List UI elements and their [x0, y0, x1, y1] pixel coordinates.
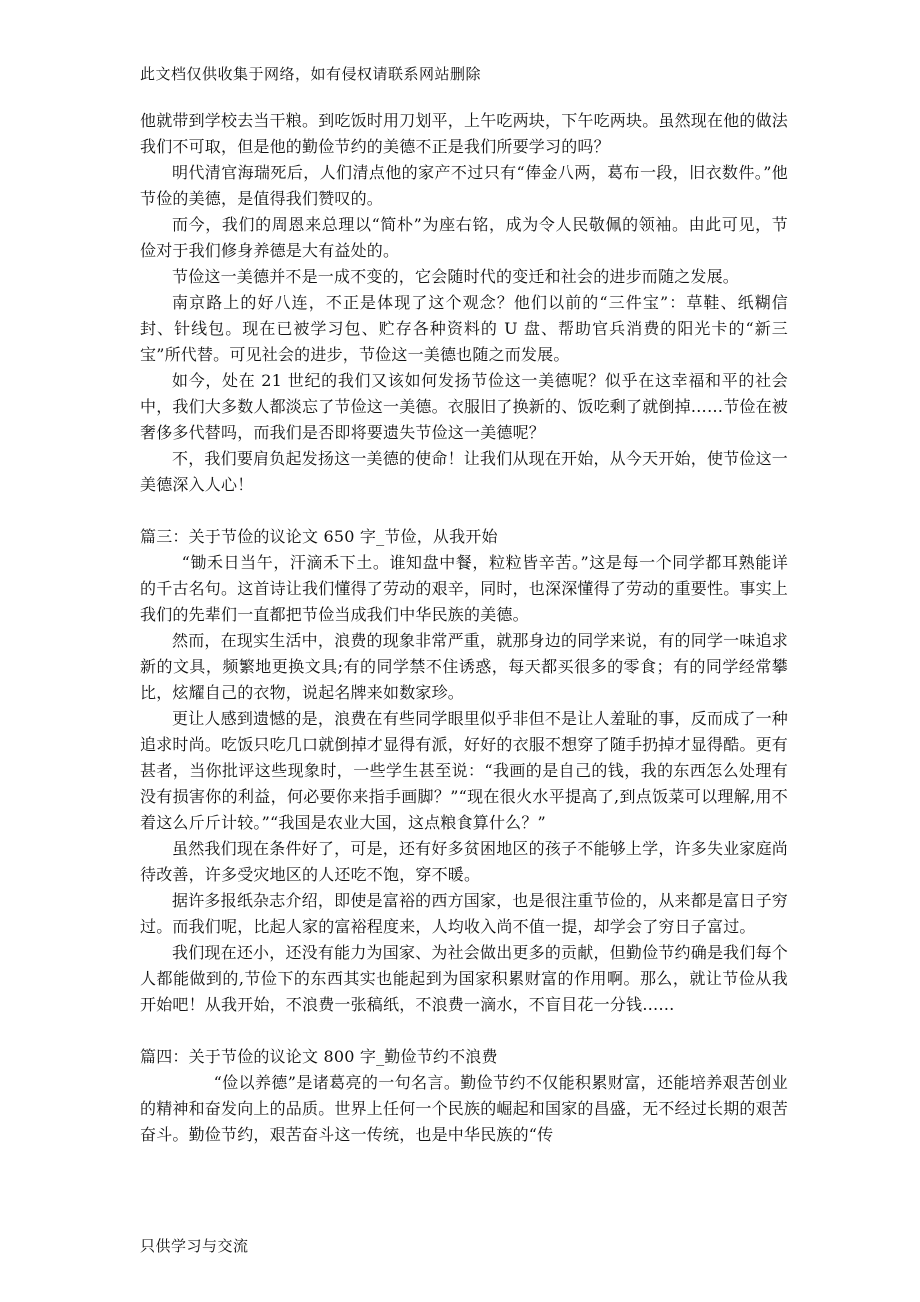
paragraph: 如今，处在 21 世纪的我们又该如何发扬节俭这一美德呢？似乎在这幸福和平的社会中，我们大多数人都淡忘了节俭这一美德。衣服旧了换新的、饭吃剩了就倒掉……节俭在被奢侈多代替吗，而我们是否即将要遗失节俭这一美德呢？ [140, 371, 789, 442]
paragraph: 更让人感到遗憾的是，浪费在有些同学眼里似乎非但不是让人羞耻的事，反而成了一种追求时尚。吃饭只吃几口就倒掉才显得有派，好好的衣服不想穿了随手扔掉才显得酷。更有甚者，当你批评这些现象时，一些学生甚至说：“我画的是自己的钱，我的东西怎么处理有没有损害你的利益，何必要你来指手画脚？”“现在很火水平提高了,到点饭菜可以理解,用不着这么斤斤计较。”“我国是农业大国，这点粮食算什么？” [140, 709, 789, 832]
paragraph: 他就带到学校去当干粮。到吃饭时用刀划平，上午吃两块，下午吃两块。虽然现在他的做法我们不可取，但是他的勤俭节约的美德不正是我们所要学习的吗？ [140, 111, 789, 156]
paragraph: 我们现在还小，还没有能力为国家、为社会做出更多的贡献，但勤俭节约确是我们每个人都能做到的,节俭下的东西其实也能起到为国家积累财富的作用啊。那么，就让节俭从我开始吧！从我开始，不浪费一张稿纸，不浪费一滴水，不盲目花一分钱…… [140, 943, 788, 1014]
paragraph: 而今，我们的周恩来总理以“简朴”为座右铭，成为令人民敬佩的领袖。由此可见，节俭对于我们修身养德是大有益处的。 [140, 215, 788, 260]
paragraph: “俭以养德”是诸葛亮的一句名言。勤俭节约不仅能积累财富，还能培养艰苦创业的精神和奋发向上的品质。世界上任何一个民族的崛起和国家的昌盛，无不经过长期的艰苦奋斗。勤俭节约，艰苦奋斗这一传统，也是中华民族的“传 [140, 1073, 789, 1144]
paragraph: 虽然我们现在条件好了，可是，还有好多贫困地区的孩子不能够上学，许多失业家庭尚待改善，许多受灾地区的人还吃不饱，穿不暖。 [140, 839, 788, 884]
section-title-3: 篇三：关于节俭的议论文 650 字_节俭，从我开始 [140, 527, 498, 546]
footer-note: 只供学习与交流 [140, 1237, 249, 1255]
paragraph: “锄禾日当午，汗滴禾下土。谁知盘中餐，粒粒皆辛苦。”这是每一个同学都耳熟能详的千古名句。这首诗让我们懂得了劳动的艰辛，同时，也深深懂得了劳动的重要性。事实上我们的先辈们一直都把节俭当成我们中华民族的美德。 [140, 553, 789, 624]
paragraph: 不，我们要肩负起发扬这一美德的使命！让我们从现在开始，从今天开始，使节俭这一美德深入人心！ [140, 449, 788, 494]
header-disclaimer: 此文档仅供收集于网络，如有侵权请联系网站删除 [140, 65, 482, 83]
paragraph: 节俭这一美德并不是一成不变的，它会随时代的变迁和社会的进步而随之发展。 [172, 267, 740, 286]
paragraph: 南京路上的好八连，不正是体现了这个观念？他们以前的“三件宝”：草鞋、纸糊信封、针线包。现在已被学习包、贮存各种资料的 U 盘、帮助官兵消费的阳光卡的“新三宝”所代替。可见社会的进步，节俭这一美德也随之而发展。 [140, 293, 788, 364]
paragraph: 然而，在现实生活中，浪费的现象非常严重，就那身边的同学来说，有的同学一味追求新的文具，频繁地更换文具;有的同学禁不住诱惑，每天都买很多的零食；有的同学经常攀比，炫耀自己的衣物，说起名牌来如数家珍。 [140, 631, 788, 702]
section-title-4: 篇四：关于节俭的议论文 800 字_勤俭节约不浪费 [140, 1047, 498, 1066]
paragraph: 据许多报纸杂志介绍，即使是富裕的西方国家，也是很注重节俭的，从来都是富日子穷过。而我们呢，比起人家的富裕程度来，人均收入尚不值一提，却学会了穷日子富过。 [140, 891, 788, 936]
paragraph: 明代清官海瑞死后，人们清点他的家产不过只有“俸金八两，葛布一段，旧衣数件。”他节俭的美德，是值得我们赞叹的。 [140, 163, 788, 208]
document-body [140, 108, 788, 1148]
